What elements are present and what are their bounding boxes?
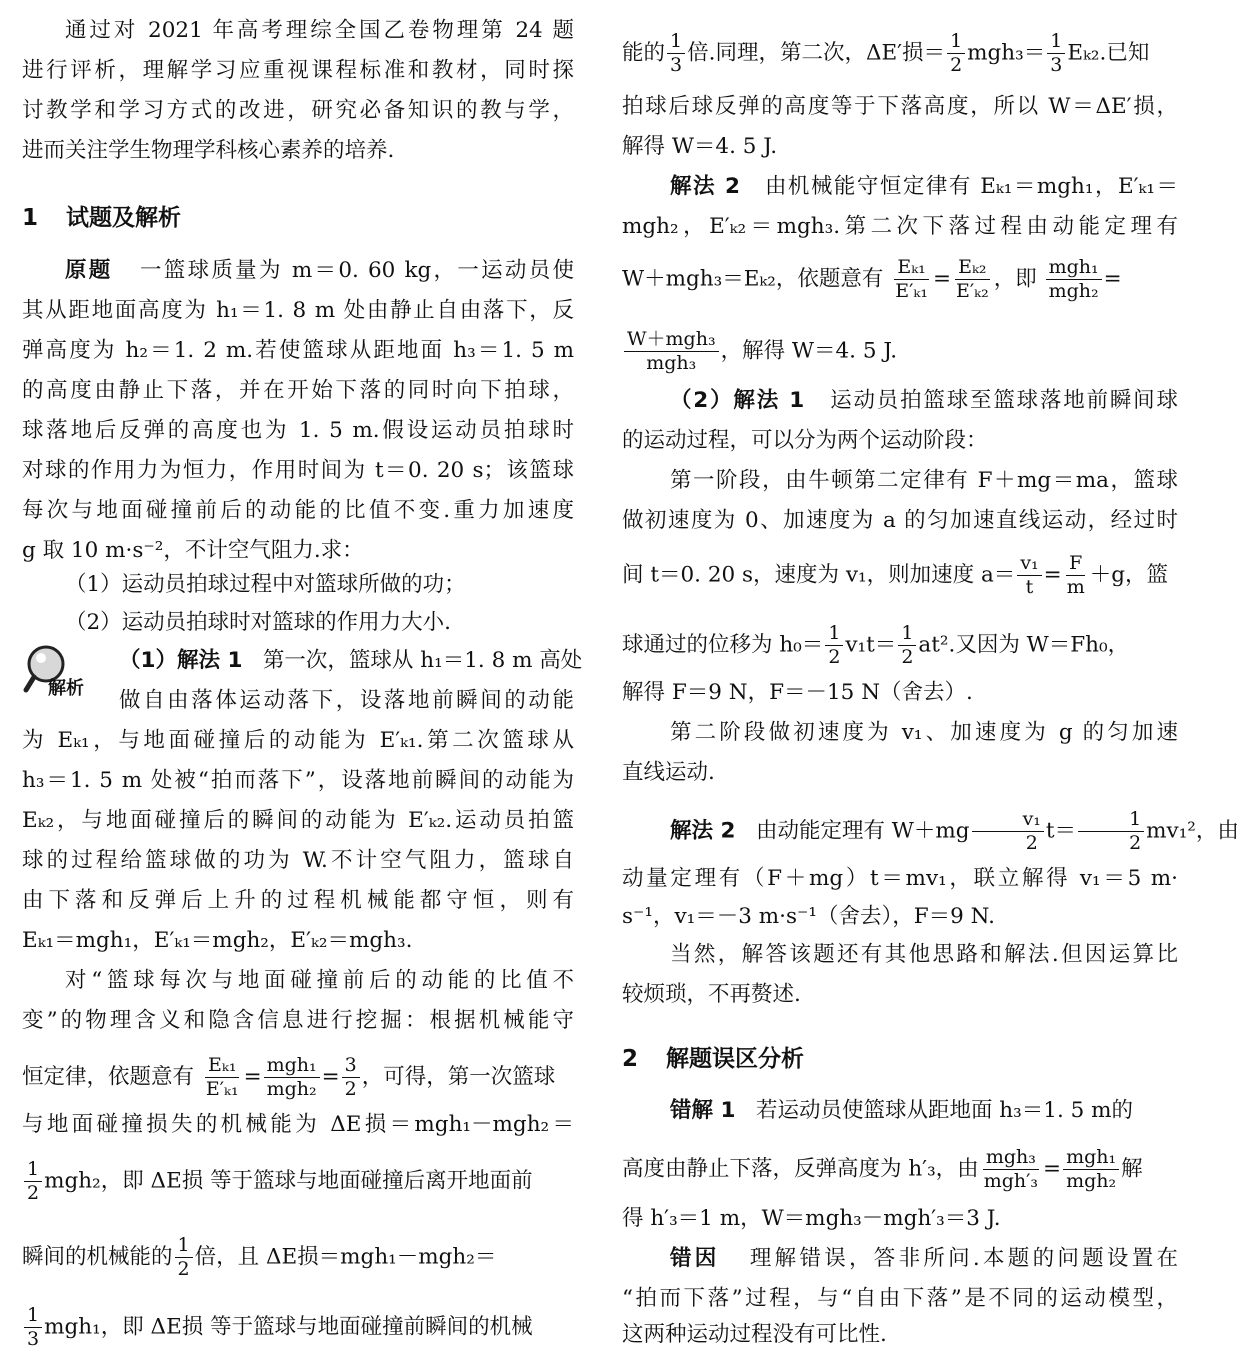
fraction: $\frac{1}{3}$ xyxy=(24,1306,42,1349)
right-line: 高度由静止下落，反弹高度为 h′₃，由 $\frac{\text{mgh₃}}{\text{mgh′₃}}$ = $\frac{\text{mgh₁}}{\text{mgh₂}}$ 解 xyxy=(622,1146,1143,1192)
fraction: $\frac{\text{mgh₁}}{\text{mgh₂}}$ xyxy=(1046,258,1102,301)
fraction: $\frac{\text{W＋mgh₃}}{\text{mgh₃}}$ xyxy=(624,330,719,373)
right-line: s⁻¹，v₁＝－3 m·s⁻¹（舍去），F＝9 N. xyxy=(622,904,995,929)
right-line: 这两种运动过程没有可比性. xyxy=(622,1322,887,1347)
fraction: $\frac{1}{3}$ xyxy=(667,32,685,75)
q2-solution-2-label: 解法 2 xyxy=(670,818,736,844)
analysis-badge xyxy=(22,644,112,704)
right-line: 解法 2 由动能定理有 W＋mg $\frac{\text{v₁}}{2}$ t＝ $\frac{1}{2}$ mv₁²，由 xyxy=(670,808,1239,854)
right-line: 错因 理解错误，答非所问.本题的问题设置在 xyxy=(670,1246,1178,1271)
right-line: 第二阶段做初速度为 v₁、加速度为 g 的匀加速 xyxy=(670,720,1178,745)
fraction: $\frac{1}{2}$ xyxy=(1078,810,1144,853)
section-2-heading xyxy=(622,1040,804,1073)
section-title: 解题误区分析 xyxy=(666,1046,804,1072)
fraction: $\frac{\text{mgh₁}}{\text{mgh₂}}$ xyxy=(264,1056,320,1099)
analysis-line xyxy=(22,1236,574,1279)
problem-line: 球落地后反弹的高度也为 1. 5 m.假设运动员拍球时 xyxy=(22,418,574,443)
right-line: 球通过的位移为 h₀＝ $\frac{1}{2}$ v₁t＝ $\frac{1}{2}$ at².又因为 W＝Fh₀， xyxy=(622,622,1130,668)
fraction: $\frac{\text{v₁}}{2}$ xyxy=(972,810,1044,853)
problem-line: g 取 10 m·s⁻²，不计空气阻力.求： xyxy=(22,538,364,563)
right-line: 间 t＝0. 20 s，速度为 v₁，则加速度 a＝ $\frac{\text{v₁}}{t}$ = $\frac{F}{m}$ ＋g，篮 xyxy=(622,552,1168,598)
analysis-line: 与地面碰撞损失的机械能为 ΔE损＝mgh₁－mgh₂＝ xyxy=(22,1112,574,1137)
right-line: 解得 F＝9 N，F＝－15 N（舍去）. xyxy=(622,680,973,705)
eq-text: 瞬间的机械能的 xyxy=(22,1244,173,1270)
right-line: 的运动过程，可以分为两个运动阶段： xyxy=(622,428,988,453)
right-line: 解得 W＝4. 5 J. xyxy=(622,134,778,159)
right-line: 动量定理有（F＋mg）t＝mv₁，联立解得 v₁＝5 m· xyxy=(622,866,1178,891)
right-line: 当然，解答该题还有其他思路和解法.但因运算比 xyxy=(670,942,1178,967)
right-line: （2）解法 1 运动员拍篮球至篮球落地前瞬间球 xyxy=(670,388,1178,413)
fraction: $\frac{1}{2}$ xyxy=(175,1236,193,1279)
problem-line xyxy=(22,258,574,284)
right-line: “拍而下落”过程，与“自由下落”是不同的运动模型， xyxy=(622,1286,1178,1311)
problem-text: 一篮球质量为 m＝0. 60 kg，一运动员使 xyxy=(139,258,574,283)
fraction: $\frac{F}{m}$ xyxy=(1066,552,1085,598)
solution-line: 由下落和反弹后上升的过程机械能都守恒，则有 xyxy=(22,888,574,913)
problem-line: 弹高度为 h₂＝1. 2 m.若使篮球从距地面 h₃＝1. 5 m xyxy=(22,338,574,363)
right-line: $\frac{\text{W＋mgh₃}}{\text{mgh₃}}$ ，解得 W＝4. 5 J. xyxy=(622,330,1178,373)
intro-line: 进而关注学生物理学科核心素养的培养. xyxy=(22,138,395,163)
problem-line: 对球的作用力为恒力，作用时间为 t＝0. 20 s；该篮球 xyxy=(22,458,574,483)
problem-line: 其从距地面高度为 h₁＝1. 8 m 处由静止自由落下，反 xyxy=(22,298,574,323)
solution-line: 做自由落体运动落下，设落地前瞬间的动能 xyxy=(119,688,574,713)
eq-text: 恒定律，依题意有 xyxy=(22,1064,195,1090)
section-number: 2 xyxy=(622,1046,639,1072)
question-1: （1）运动员拍球过程中对篮球所做的功； xyxy=(65,572,466,597)
analysis-line: 变”的物理含义和隐含信息进行挖掘：根据机械能守 xyxy=(22,1008,574,1033)
problem-line: 每次与地面碰撞前后的动能的比值不变.重力加速度 xyxy=(22,498,574,523)
right-line: 直线运动. xyxy=(622,760,715,785)
intro-line: 讨教学和学习方式的改进，研究必备知识的教与学， xyxy=(22,98,574,123)
fraction: $\frac{\text{v₁}}{t}$ xyxy=(1017,554,1041,597)
section-title: 试题及解析 xyxy=(66,205,181,231)
solution-line: h₃＝1. 5 m 处被“拍而落下”，设落地前瞬间的动能为 xyxy=(22,768,574,793)
error-cause-label: 错因 xyxy=(670,1246,720,1271)
fraction: $\frac{1}{3}$ xyxy=(1047,32,1065,75)
fraction: $\frac{1}{2}$ xyxy=(825,624,843,667)
solution-line: 球的过程给篮球做的功为 W.不计空气阻力，篮球自 xyxy=(22,848,574,873)
right-line: 较烦琐，不再赘述. xyxy=(622,982,801,1007)
solution-line xyxy=(119,648,583,674)
problem-line: 的高度由静止下落，并在开始下落的同时向下拍球， xyxy=(22,378,574,403)
right-line: W＋mgh₃＝Eₖ₂，依题意有 $\frac{\text{Eₖ₁}}{\text{E′ₖ₁}}$ = $\frac{\text{Eₖ₂}}{\text{E′ₖ₂}}$ ，即 $\frac{\text{mgh₁}}{\text{mgh₂}}$ = xyxy=(622,256,1122,302)
right-line: mgh₂，E′ₖ₂＝mgh₃.第二次下落过程由动能定理有 xyxy=(622,214,1178,239)
eq-text: 倍，且 ΔE损＝mgh₁－mgh₂＝ xyxy=(194,1244,497,1270)
question-2: （2）运动员拍球时对篮球的作用力大小. xyxy=(65,610,452,635)
section-number: 1 xyxy=(22,205,39,231)
wrong-solution-label: 错解 1 xyxy=(670,1098,736,1123)
analysis-label: 解析 xyxy=(48,678,84,699)
eq-text: mgh₂，即 ΔE损 等于篮球与地面碰撞后离开地面前 xyxy=(44,1168,533,1194)
analysis-line: 对“篮球每次与地面碰撞前后的动能的比值不 xyxy=(65,968,574,993)
fraction: $\frac{\text{mgh₁}}{\text{mgh₂}}$ xyxy=(1063,1148,1119,1191)
analysis-line xyxy=(22,1306,574,1349)
solution-line: 为 Eₖ₁，与地面碰撞后的动能为 E′ₖ₁.第二次篮球从 xyxy=(22,728,574,753)
eq-text: mgh₁，即 ΔE损 等于篮球与地面碰撞前瞬间的机械 xyxy=(44,1314,533,1340)
fraction: $\frac{1}{2}$ xyxy=(24,1160,42,1203)
intro-line: 通过对 2021 年高考理综全国乙卷物理第 24 题 xyxy=(65,18,574,43)
solution-label: （1）解法 1 xyxy=(119,648,243,673)
solution-text: 第一次，篮球从 h₁＝1. 8 m 高处 xyxy=(262,648,583,673)
problem-label: 原题 xyxy=(65,258,113,283)
right-line: 得 h′₃＝1 m，W＝mgh₃－mgh′₃＝3 J. xyxy=(622,1206,1001,1231)
fraction: $\frac{1}{2}$ xyxy=(947,32,965,75)
right-line: 做初速度为 0、加速度为 a 的匀加速直线运动，经过时 xyxy=(622,508,1178,533)
solution-line: Eₖ₂，与地面碰撞后的瞬间的动能为 E′ₖ₂.运动员拍篮 xyxy=(22,808,574,833)
equation-line: 恒定律，依题意有 $\frac{\text{Eₖ₁}}{\text{E′ₖ₁}}$ = $\frac{\text{mgh₁}}{\text{mgh₂}}$ = $\frac{3}{2}$ ，可得，第一次篮球 xyxy=(22,1054,556,1100)
analysis-line xyxy=(22,1160,574,1203)
fraction: $\frac{\text{Eₖ₁}}{\text{E′ₖ₁}}$ xyxy=(895,256,928,302)
section-1-heading xyxy=(22,199,181,232)
q2-solution-label: （2）解法 1 xyxy=(670,388,805,413)
right-line: 解法 2 由机械能守恒定律有 Eₖ₁＝mgh₁，E′ₖ₁＝ xyxy=(670,174,1178,199)
solution-line: Eₖ₁＝mgh₁，E′ₖ₁＝mgh₂，E′ₖ₂＝mgh₃. xyxy=(22,928,413,953)
eq-text: ，可得，第一次篮球 xyxy=(361,1064,556,1090)
solution-2-label: 解法 2 xyxy=(670,174,740,199)
fraction: $\frac{\text{Eₖ₂}}{\text{E′ₖ₂}}$ xyxy=(955,256,989,302)
fraction: $\frac{3}{2}$ xyxy=(342,1056,360,1099)
fraction: $\frac{1}{2}$ xyxy=(898,624,916,667)
intro-line: 进行评析，理解学习应重视课程标准和教材，同时探 xyxy=(22,58,574,83)
right-line: 错解 1 若运动员使篮球从距地面 h₃＝1. 5 m的 xyxy=(670,1098,1134,1123)
right-line: 拍球后球反弹的高度等于下落高度，所以 W＝ΔE′损， xyxy=(622,94,1178,119)
right-line: 能的 $\frac{1}{3}$ 倍.同理，第二次，ΔE′损＝ $\frac{1}{2}$ mgh₃＝ $\frac{1}{3}$ Eₖ₂.已知 xyxy=(622,30,1150,76)
fraction: $\frac{\text{mgh₃}}{\text{mgh′₃}}$ xyxy=(983,1146,1039,1192)
fraction: $\frac{\text{Eₖ₁}}{\text{E′ₖ₁}}$ xyxy=(205,1054,239,1100)
right-line: 第一阶段，由牛顿第二定律有 F＋mg＝ma，篮球 xyxy=(670,468,1178,493)
